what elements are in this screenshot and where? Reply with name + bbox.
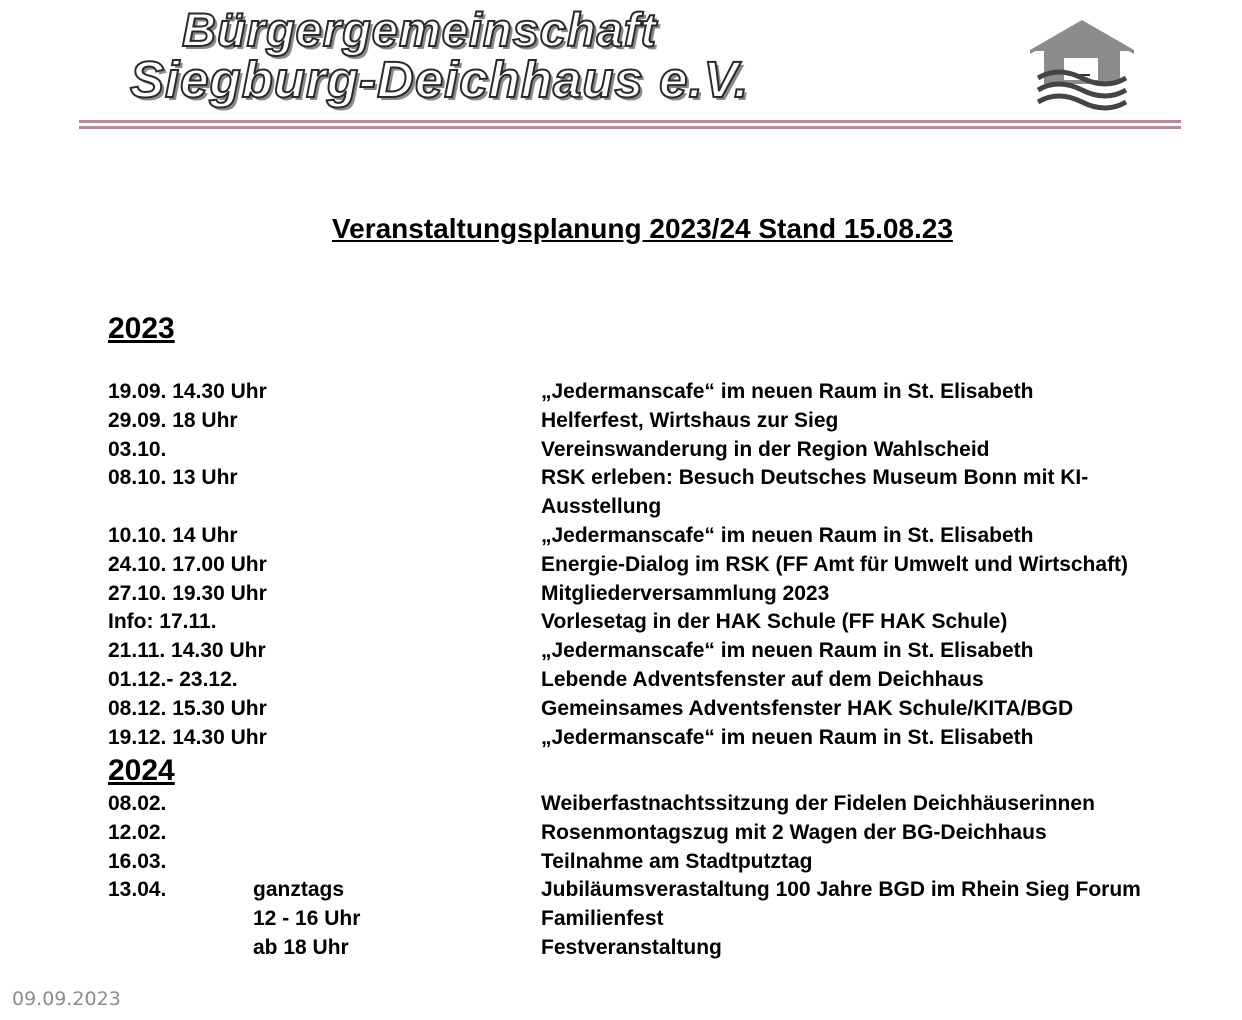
event-row xyxy=(108,876,1238,905)
event-description: „Jedermanscafe“ im neuen Raum in St. Elisabeth xyxy=(541,725,1034,749)
event-date: 03.10. xyxy=(108,437,167,461)
footer-date: 09.09.2023 xyxy=(12,988,121,1010)
event-description: „Jedermanscafe“ im neuen Raum in St. Elisabeth xyxy=(541,639,1034,663)
event-row xyxy=(108,790,1238,819)
house-with-waves-icon xyxy=(1028,18,1136,114)
event-description: RSK erleben: Besuch Deutsches Museum Bonn mit KI-Ausstellung xyxy=(541,466,1089,519)
event-date: 21.11. 14.30 Uhr xyxy=(108,639,266,663)
year-heading-2024: 2024 xyxy=(108,754,175,787)
logo-text-line1: Bürgergemeinschaft xyxy=(182,3,658,56)
event-description: Festveranstaltung xyxy=(541,935,722,959)
header-rule-top xyxy=(79,120,1181,123)
event-description: Energie-Dialog im RSK (FF Amt für Umwelt und Wirtschaft) xyxy=(541,552,1129,576)
event-date: 08.12. 15.30 Uhr xyxy=(108,696,267,720)
event-date: 19.12. 14.30 Uhr xyxy=(108,725,267,749)
header-rule-bottom xyxy=(79,126,1181,129)
event-description: Helferfest, Wirtshaus zur Sieg xyxy=(541,408,839,432)
event-date: 10.10. 14 Uhr xyxy=(108,523,238,547)
event-description: Vorlesetag in der HAK Schule (FF HAK Schule) xyxy=(541,610,1008,634)
event-date: 16.03. xyxy=(108,849,167,873)
event-row xyxy=(108,580,1238,609)
event-description: Vereinswanderung in der Region Wahlscheid xyxy=(541,437,990,461)
event-description: Jubiläumsverastaltung 100 Jahre BGD im Rhein Sieg Forum xyxy=(541,878,1141,902)
event-date: 08.10. 13 Uhr xyxy=(108,466,238,490)
event-description: „Jedermanscafe“ im neuen Raum in St. Elisabeth xyxy=(541,380,1034,403)
event-description: Weiberfastnachtssitzung der Fidelen Deichhäuserinnen xyxy=(541,792,1095,815)
event-row xyxy=(108,934,1238,963)
event-row xyxy=(108,819,1238,848)
event-date: 01.12.- 23.12. xyxy=(108,667,238,691)
event-description: „Jedermanscafe“ im neuen Raum in St. Elisabeth xyxy=(541,523,1034,547)
event-list-2024 xyxy=(108,790,1238,963)
event-row xyxy=(108,436,1238,465)
event-time: ganztags xyxy=(253,878,345,902)
event-row xyxy=(108,695,1238,724)
logo-text-line2: Siegburg-Deichhaus e.V. xyxy=(130,51,750,108)
year-heading-2023: 2023 xyxy=(108,312,175,345)
event-row xyxy=(108,666,1238,695)
event-row xyxy=(108,608,1238,637)
event-date: 29.09. 18 Uhr xyxy=(108,408,238,432)
event-description: Rosenmontagszug mit 2 Wagen der BG-Deichhaus xyxy=(541,820,1047,844)
event-row xyxy=(108,378,1238,407)
event-date: 12.02. xyxy=(108,820,167,844)
event-description: Gemeinsames Adventsfenster HAK Schule/KITA/BGD xyxy=(541,696,1074,720)
event-row xyxy=(108,464,1238,522)
event-description: Familienfest xyxy=(541,907,664,931)
event-row xyxy=(108,407,1238,436)
event-description: Lebende Adventsfenster auf dem Deichhaus xyxy=(541,667,984,691)
event-row xyxy=(108,637,1238,666)
event-date: 19.09. 14.30 Uhr xyxy=(108,380,267,403)
event-description: Teilnahme am Stadtputztag xyxy=(541,849,813,873)
event-row xyxy=(108,551,1238,580)
event-time: ab 18 Uhr xyxy=(253,935,349,959)
event-date: 13.04. xyxy=(108,878,167,902)
event-date: 08.02. xyxy=(108,792,167,815)
event-list-2023 xyxy=(108,378,1238,752)
event-row xyxy=(108,724,1238,753)
event-date: 27.10. 19.30 Uhr xyxy=(108,581,267,605)
event-row xyxy=(108,522,1238,551)
event-row xyxy=(108,848,1238,877)
page-title: Veranstaltungsplanung 2023/24 Stand 15.08.23 xyxy=(332,213,953,244)
event-row xyxy=(108,905,1238,934)
event-description: Mitgliederversammlung 2023 xyxy=(541,581,830,605)
event-date: Info: 17.11. xyxy=(108,610,217,634)
event-date: 24.10. 17.00 Uhr xyxy=(108,552,267,576)
event-time: 12 - 16 Uhr xyxy=(253,907,361,931)
